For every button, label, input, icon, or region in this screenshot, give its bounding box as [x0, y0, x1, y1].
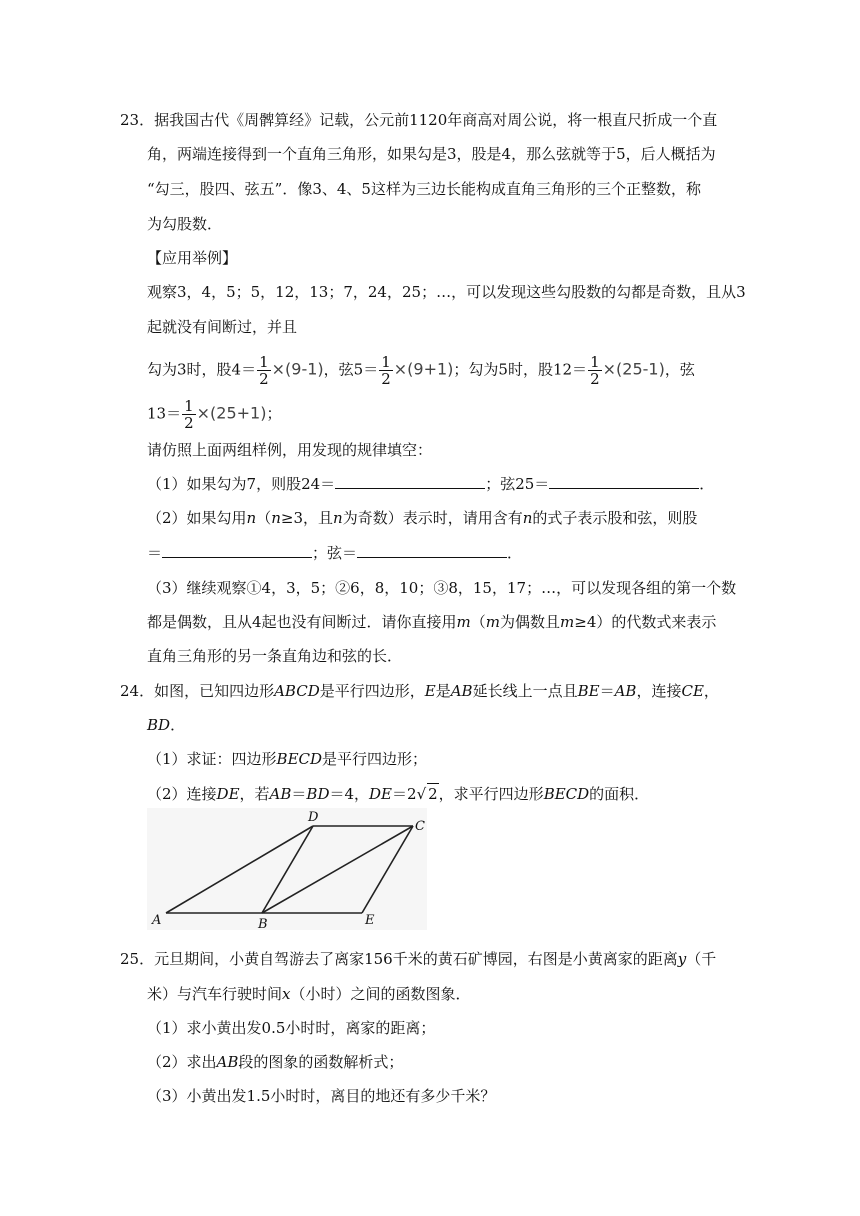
q23-line-4: 为勾股数．: [147, 215, 223, 233]
example-text-e: 13＝: [147, 404, 182, 423]
sqrt-symbol: √: [416, 785, 427, 803]
label-A: A: [152, 913, 162, 928]
q25-line-2: 米）与汽车行驶时间x（小时）之间的函数图象．: [147, 985, 471, 1003]
half-fraction: $\frac{1}{2}$: [590, 353, 600, 388]
answer-blank-leg[interactable]: [335, 474, 485, 489]
q23-line-2: 角，两端连接得到一个直角三角形，如果勾是3，股是4，那么弦就等于5，后人概括为: [147, 145, 716, 163]
q23-part-1: （1）如果勾为7，则股24＝ ；弦25＝ ．: [147, 475, 715, 493]
q24-sub-2: （2）连接DE，若AB＝BD＝4，DE＝2√ 2，求平行四边形BECD的面积．: [147, 785, 650, 803]
q24-line-1: 24．如图，已知四边形ABCD是平行四边形，E是AB延长线上一点且BE＝AB，连接CE，: [120, 682, 719, 700]
expr-25-minus-1: ×(25-1): [602, 359, 665, 379]
q24-line-2: BD．: [147, 716, 186, 734]
label-C: C: [415, 819, 425, 834]
example-text-f: ；: [266, 404, 282, 423]
q23-observe-1: 观察3，4，5；5，12，13；7，24，25；…，可以发现这些勾股数的勾都是奇数，且从3: [147, 283, 746, 301]
q23-heading: 【应用举例】: [147, 249, 238, 267]
answer-blank-hypotenuse[interactable]: [549, 474, 699, 489]
label-B: B: [258, 917, 268, 930]
q23-part-3-line-3: 直角三角形的另一条直角边和弦的长．: [147, 647, 403, 665]
q25-sub-3: （3）小黄出发1.5小时时，离目的地还有多少千米？: [147, 1087, 496, 1105]
q23-line-1: 23．据我国古代《周髀算经》记载，公元前1120年商高对周公说，将一根直尺折成一个直: [120, 111, 718, 129]
example-text-a: 勾为3时，股4＝: [147, 360, 257, 379]
expr-9-minus-1: ×(9-1): [271, 359, 324, 379]
half-fraction: $\frac{1}{2}$: [259, 353, 269, 388]
example-text-c: ；勾为5时，股12＝: [453, 360, 588, 379]
expr-9-plus-1: ×(9+1): [393, 359, 454, 379]
answer-blank-hypotenuse-n[interactable]: [357, 543, 507, 558]
q23-part-3-line-2: 都是偶数，且从4起也没有间断过．请你直接用m（m为偶数且m≥4）的代数式来表示: [147, 613, 717, 631]
q23-instruction: 请仿照上面两组样例，用发现的规律填空：: [147, 441, 433, 459]
q23-observe-2: 起就没有间断过，并且: [147, 318, 298, 336]
answer-blank-leg-n[interactable]: [162, 543, 312, 558]
q23-example-line-2: [147, 398, 282, 431]
example-text-d: ，弦: [664, 360, 695, 379]
label-D: D: [308, 810, 319, 825]
example-text-b: ，弦5＝: [323, 360, 379, 379]
q23-part-2-line-2: ＝ ；弦＝ ．: [147, 544, 523, 562]
q23-part-2-line-1: （2）如果勾用n（n≥3，且n为奇数）表示时，请用含有n的式子表示股和弦，则股: [147, 509, 698, 527]
q25-sub-1: （1）求小黄出发0.5小时时，离家的距离；: [147, 1019, 436, 1037]
parallelogram-figure: [147, 808, 427, 930]
half-fraction: $\frac{1}{2}$: [381, 353, 391, 388]
q25-sub-2: （2）求出AB段的图象的函数解析式；: [147, 1053, 404, 1071]
q23-part-3-line-1: （3）继续观察①4，3，5；②6，8，10；③8，15，17；…，可以发现各组的第一个数: [147, 579, 737, 597]
q25-line-1: 25．元旦期间，小黄自驾游去了离家156千米的黄石矿博园，右图是小黄离家的距离y（千: [120, 950, 717, 968]
half-fraction: $\frac{1}{2}$: [184, 397, 194, 432]
label-E: E: [365, 913, 375, 928]
expr-25-plus-1: ×(25+1): [196, 403, 267, 423]
q23-line-3: “勾三，股四、弦五”．像3、4、5这样为三边长能构成直角三角形的三个正整数，称: [147, 180, 701, 198]
q24-sub-1: （1）求证：四边形BECD是平行四边形；: [147, 750, 428, 768]
sqrt-radicand: 2: [428, 785, 438, 803]
q23-example-line-1: [147, 354, 695, 387]
